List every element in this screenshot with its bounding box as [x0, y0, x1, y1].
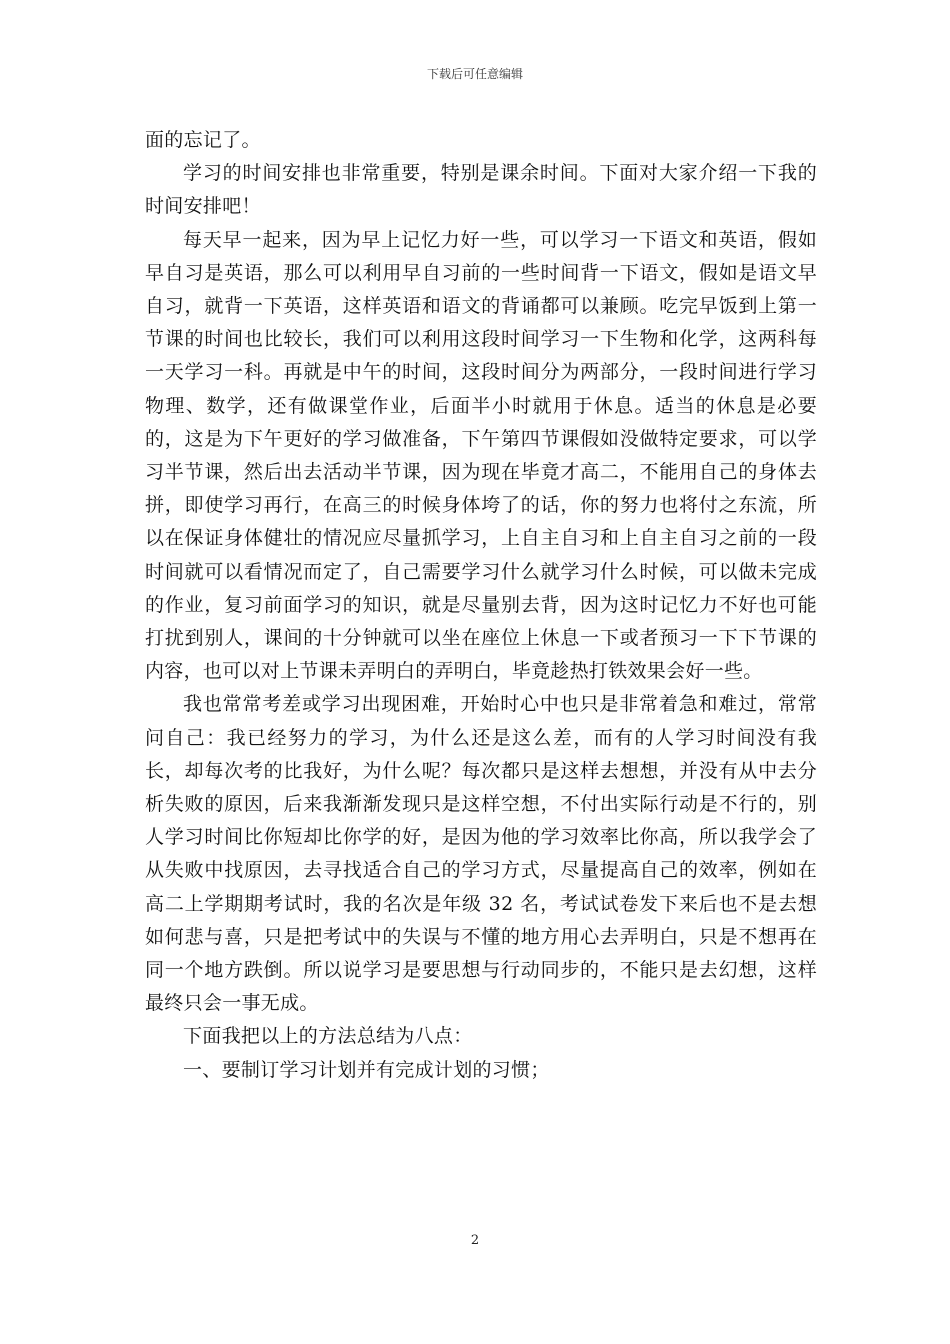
paragraph-1: 面的忘记了。 — [145, 129, 261, 151]
page-number: 2 — [470, 1233, 480, 1248]
paragraph-6: 一、要制订学习计划并有完成计划的习惯； — [183, 1058, 550, 1081]
paragraph-5: 下面我把以上的方法总结为八点： — [183, 1025, 473, 1048]
page-header: 下载后可任意编辑 — [426, 67, 523, 81]
paragraph-2: 学习的时间安排也非常重要，特别是课余时间。下面对大家介绍一下我的时间安排吧！ — [145, 162, 817, 218]
paragraph-4: 我也常常考差或学习出现困难，开始时心中也只是非常着急和难过，常常问自己：我已经努力的学习，为什么还是这么差，而有的人学习时间没有我长，却每次考的比我好，为什么呢？每次都只是这样去想想，并没有从中去分析失败的原因，后来我渐渐发现只是这样空想，不付出实际行动是不行的，别人学习时间比你短却比你学的好，是因为他的学习效率比你高，所以我学会了从失败中找原因，去寻找适合自己的学习方式，尽量提高自己的效率，例如在高二上学期期考试时，我的名次是年级 32 名，考试试卷发下来后也不是去想如何悲与喜，只是把考试中的失误与不懂的地方用心去弄明白，只是不想再在同一个地方跌倒。所以说学习是要思想与行动同步的，不能只是去幻想，这样最终只会一事无成。 — [145, 693, 817, 1015]
paragraph-3: 每天早一起来，因为早上记忆力好一些，可以学习一下语文和英语，假如早自习是英语，那么可以利用早自习前的一些时间背一下语文，假如是语文早自习，就背一下英语，这样英语和语文的背诵都可以兼顾。吃完早饭到上第一节课的时间也比较长，我们可以利用这段时间学习一下生物和化学，这两科每一天学习一科。再就是中午的时间，这段时间分为两部分，一段时间进行学习物理、数学，还有做课堂作业，后面半小时就用于休息。适当的休息是必要的，这是为下午更好的学习做准备，下午第四节课假如没做特定要求，可以学习半节课，然后出去活动半节课，因为现在毕竟才高二，不能用自己的身体去拼，即使学习再行，在高三的时候身体垮了的话，你的努力也将付之东流，所以在保证身体健壮的情况应尽量抓学习，上自主自习和上自主自习之前的一段时间就可以看情况而定了，自己需要学习什么就学习什么时候，可以做未完成的作业，复习前面学习的知识，就是尽量别去背，因为这时记忆力不好也可能打扰到别人，课间的十分钟就可以坐在座位上休息一下或者预习一下下节课的内容，也可以对上节课未弄明白的弄明白，毕竟趁热打铁效果会好一些。 — [145, 228, 817, 683]
document-body — [145, 124, 817, 1087]
